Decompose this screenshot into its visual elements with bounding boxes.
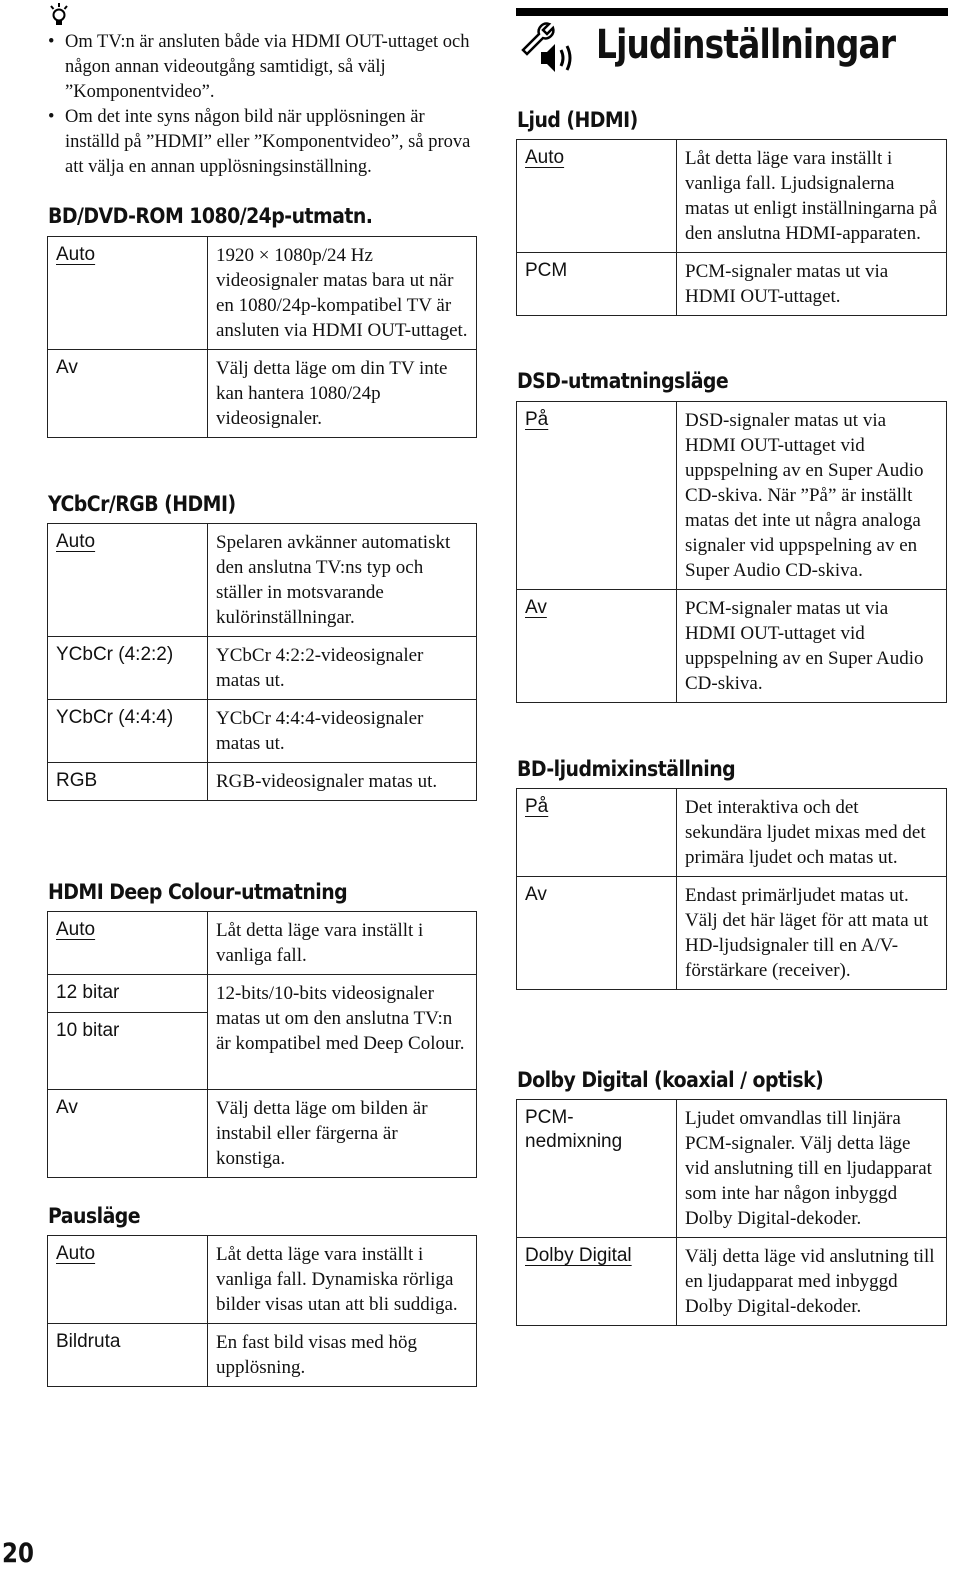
option-key: PCM — [517, 253, 677, 316]
table-row — [48, 912, 477, 975]
ycbcr-table — [47, 523, 477, 801]
option-desc: En fast bild visas med hög upplösning. — [208, 1324, 477, 1387]
table-row — [517, 140, 947, 253]
table-row — [517, 253, 947, 316]
tip-item: • Om det inte syns någon bild när upplösningen är inställd på ”HDMI” eller ”Komponentvideo”, så prova att välja en annan upplösningsinställning. — [48, 107, 471, 177]
table-row — [48, 524, 477, 637]
option-key: Auto — [525, 147, 565, 168]
option-desc: Välj detta läge vid anslutning till en ljudapparat med inbyggd Dolby Digital-dekoder. — [677, 1238, 947, 1326]
option-key: Av — [517, 877, 677, 990]
option-key: Auto — [56, 919, 96, 940]
option-desc: Välj detta läge om din TV inte kan hantera 1080/24p videosignaler. — [208, 350, 477, 438]
ljud-hdmi-table — [516, 139, 947, 316]
deep-colour-table — [47, 911, 477, 1178]
option-desc: Det interaktiva och det sekundära ljudet mixas med det primära ljudet och matas ut. — [677, 789, 947, 877]
section-heading-pause: Pausläge — [48, 1204, 141, 1228]
table-row — [517, 1238, 947, 1326]
table-row — [48, 350, 477, 438]
page-title: Ljudinställningar — [596, 22, 896, 68]
table-row — [48, 237, 477, 350]
option-desc: YCbCr 4:2:2-videosignaler matas ut. — [208, 637, 477, 700]
table-row — [517, 590, 947, 703]
dolby-table — [516, 1099, 947, 1326]
option-key: YCbCr (4:4:4) — [48, 700, 208, 763]
table-row — [517, 789, 947, 877]
table-row — [48, 700, 477, 763]
table-row — [517, 402, 947, 590]
table-row — [48, 1324, 477, 1387]
option-key: YCbCr (4:2:2) — [48, 637, 208, 700]
pause-table — [47, 1235, 477, 1387]
dsd-table — [516, 401, 947, 703]
option-key: Av — [525, 597, 547, 618]
table-row — [48, 1236, 477, 1324]
option-desc: Låt detta läge vara inställt i vanliga fall. Dynamiska rörliga bilder visas utan att bli suddiga. — [208, 1236, 477, 1324]
section-heading-ycbcr: YCbCr/RGB (HDMI) — [48, 492, 236, 516]
table-row — [48, 763, 477, 801]
option-desc: Ljudet omvandlas till linjära PCM-signaler. Välj detta läge vid anslutning till en ljudapparat som inte har någon inbyggd Dolby Digital-dekoder. — [677, 1100, 947, 1238]
table-row — [48, 975, 477, 1013]
option-desc: 1920 × 1080p/24 Hz videosignaler matas bara ut när en 1080/24p-kompatibel TV är ansluten via HDMI OUT-uttaget. — [208, 237, 477, 350]
option-desc: PCM-signaler matas ut via HDMI OUT-uttaget vid uppspelning av en Super Audio CD-skiva. — [677, 590, 947, 703]
bd-mix-table — [516, 788, 947, 990]
option-desc: YCbCr 4:4:4-videosignaler matas ut. — [208, 700, 477, 763]
option-desc: Spelaren avkänner automatiskt den anslutna TV:ns typ och ställer in motsvarande kulörinställningar. — [208, 524, 477, 637]
option-key: Av — [48, 1090, 208, 1178]
option-desc: Låt detta läge vara inställt i vanliga fall. Ljudsignalerna matas ut enligt inställningarna på den anslutna HDMI-apparaten. — [677, 140, 947, 253]
option-desc: Endast primärljudet matas ut. Välj det här läget för att mata ut HD-ljudsignaler till en A/V-förstärkare (receiver). — [677, 877, 947, 990]
option-desc: Låt detta läge vara inställt i vanliga fall. — [208, 912, 477, 975]
tips-list — [48, 30, 478, 180]
option-key: På — [525, 796, 549, 817]
option-key: Auto — [56, 531, 96, 552]
option-key: Dolby Digital — [525, 1245, 632, 1266]
audio-wrench-icon — [517, 20, 589, 80]
table-row — [48, 637, 477, 700]
table-row — [517, 1100, 947, 1238]
option-key: Av — [48, 350, 208, 438]
table-row — [48, 1090, 477, 1178]
option-key: På — [525, 409, 549, 430]
option-desc: RGB-videosignaler matas ut. — [208, 763, 477, 801]
title-bar — [516, 8, 948, 16]
section-heading-dsd: DSD-utmatningsläge — [517, 369, 729, 393]
page-number: 20 — [2, 1538, 34, 1569]
option-key: PCM-nedmixning — [517, 1100, 677, 1238]
option-key: Bildruta — [48, 1324, 208, 1387]
option-key: Auto — [56, 244, 96, 265]
option-desc: 12-bits/10-bits videosignaler matas ut om den anslutna TV:n är kompatibel med Deep Colour. — [208, 975, 477, 1090]
option-desc: PCM-signaler matas ut via HDMI OUT-uttaget. — [677, 253, 947, 316]
section-heading-dolby: Dolby Digital (koaxial / optisk) — [517, 1068, 824, 1092]
table-row — [517, 877, 947, 990]
lightbulb-icon — [48, 2, 70, 28]
option-key: RGB — [48, 763, 208, 801]
option-key: 10 bitar — [48, 1013, 208, 1090]
option-desc: DSD-signaler matas ut via HDMI OUT-uttaget vid uppspelning av en Super Audio CD-skiva. När ”På” är inställt matas det inte ut några analoga signaler vid uppspelning av en Super Audio CD-skiva. — [677, 402, 947, 590]
section-heading-ljud-hdmi: Ljud (HDMI) — [517, 108, 638, 132]
section-heading-bd-mix: BD-ljudmixinställning — [517, 757, 736, 781]
section-heading-bd-1080: BD/DVD-ROM 1080/24p-utmatn. — [48, 204, 373, 228]
option-key: 12 bitar — [48, 975, 208, 1013]
section-heading-deep-colour: HDMI Deep Colour-utmatning — [48, 880, 348, 904]
option-desc: Välj detta läge om bilden är instabil eller färgerna är konstiga. — [208, 1090, 477, 1178]
bd-1080-table — [47, 236, 477, 438]
tip-item: • Om TV:n är ansluten både via HDMI OUT-uttaget och någon annan videoutgång samtidigt, så välj ”Komponentvideo”. — [48, 32, 470, 102]
option-key: Auto — [56, 1243, 96, 1264]
